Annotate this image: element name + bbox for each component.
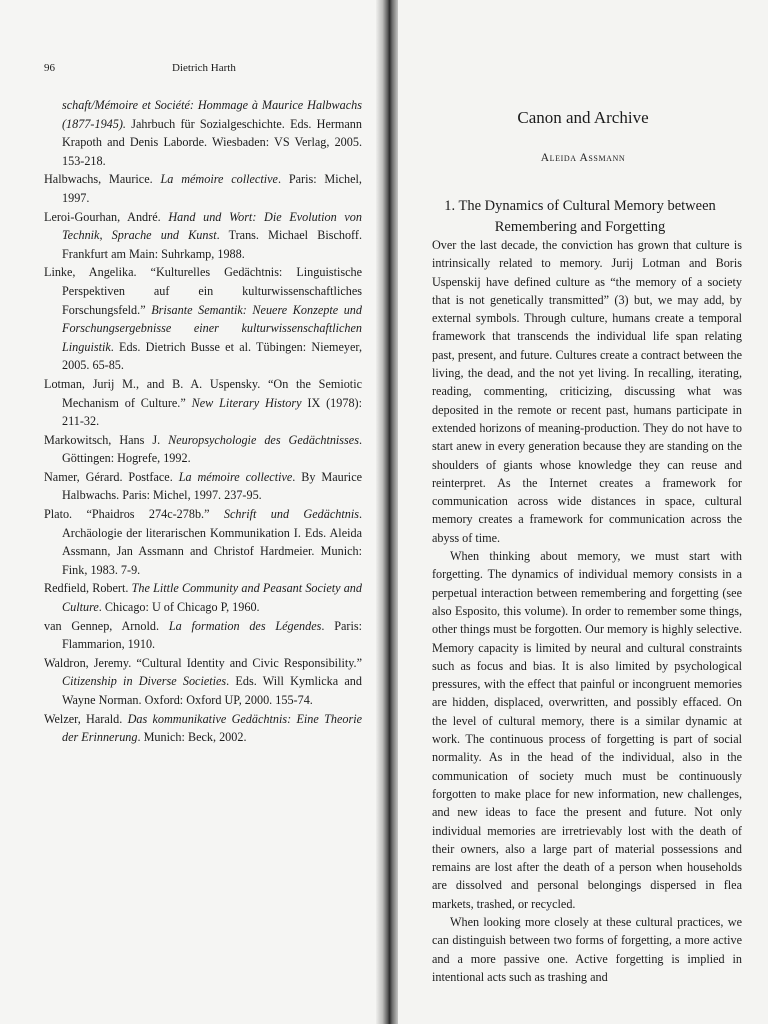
italic-title: Hand und Wort: Die Evolution von Technik, Sprache und Kunst bbox=[62, 209, 362, 243]
bibliography-entry bbox=[44, 375, 362, 431]
entry-text: . By Maurice Halbwachs. Paris: Michel, 1997. 237-95. bbox=[62, 469, 363, 503]
body-text bbox=[432, 236, 742, 986]
section-heading: 1. The Dynamics of Cultural Memory between Remembering and Forgetting bbox=[444, 198, 716, 235]
running-head: Dietrich Harth bbox=[172, 62, 236, 74]
chapter-title: Canon and Archive bbox=[517, 108, 649, 127]
entry-text: Namer, Gérard. Postface. bbox=[44, 469, 179, 484]
bibliography-entry bbox=[44, 505, 362, 579]
bibliography-entry bbox=[44, 208, 362, 264]
bibliography-list bbox=[44, 96, 362, 747]
entry-text: Markowitsch, Hans J. bbox=[44, 432, 169, 447]
italic-title: New Literary History bbox=[191, 395, 302, 410]
paragraph: Over the last decade, the conviction has grown that culture is intrinsically related to memory. Jurij Lotman and Boris Uspenskij have defined culture as “the memory of a society that is not genetically transmitted” (3) but, we may add, by external symbols. Through culture, humans create a temporal framework that transcends the individual life span relating past, present, and future. Cultures create a contract between the living, the dead, and the not yet living. In recalling, iterating, reading, commenting, criticizing, discussing what was deposited in the remote or recent past, humans participate in extended horizons of meaning-production. They do not have to start anew in every generation because they are standing on the shoulders of giants whose knowledge they can reuse and reinterpret. As the Internet creates a framework for communication across wide distances in space, cultural memory creates a framework for communication across the abyss of time. bbox=[432, 238, 742, 545]
entry-text: Plato. “Phaidros 274c-278b.” bbox=[44, 507, 224, 522]
entry-text: van Gennep, Arnold. bbox=[44, 618, 169, 633]
entry-text: . Göttingen: Hogrefe, 1992. bbox=[62, 432, 362, 466]
entry-text: Welzer, Harald. bbox=[44, 711, 128, 726]
italic-title: La mémoire collective bbox=[178, 469, 293, 484]
entry-text: Leroi-Gourhan, André. bbox=[44, 209, 169, 224]
paragraph: When looking more closely at these cultural practices, we can distinguish between two forms of forgetting, a more active and a more passive one. Active forgetting is implied in intentional acts such as trashing and bbox=[432, 914, 742, 984]
entry-text: . Trans. Michael Bischoff. Frankfurt am Main: Suhrkamp, 1988. bbox=[62, 228, 362, 261]
italic-title: Brisante Semantik: Neuere Konzepte und Forschungsergebnisse einer kulturwissenschaftlichen Linguistik bbox=[62, 302, 362, 354]
italic-title: La formation des Légendes bbox=[168, 618, 322, 633]
italic-title: The Little Community and Peasant Society and Culture bbox=[62, 581, 362, 615]
entry-text: . Paris: Flammarion, 1910. bbox=[62, 618, 362, 652]
entry-text: . Paris: Michel, 1997. bbox=[62, 172, 362, 205]
bibliography-entry bbox=[44, 468, 362, 505]
entry-text: Jahrbuch für Sozialgeschichte. Eds. Hermann Krapoth and Denis Laborde. Wiesbaden: VS Verlag, 2005. 153-218. bbox=[62, 116, 362, 168]
bibliography-entry bbox=[44, 710, 362, 747]
entry-text: . Munich: Beck, 2002. bbox=[137, 730, 247, 745]
entry-text: Lotman, Jurij M., and B. A. Uspensky. “On the Semiotic Mechanism of Culture.” bbox=[44, 376, 362, 410]
entry-text: Redfield, Robert. bbox=[44, 581, 132, 596]
bibliography-entry bbox=[44, 617, 362, 654]
bibliography-entry bbox=[44, 96, 362, 170]
bibliography-entry bbox=[44, 654, 362, 710]
entry-text: Halbwachs, Maurice. bbox=[44, 172, 161, 187]
paragraph: When thinking about memory, we must start with forgetting. The dynamics of individual memory consists in a perpetual interaction between remembering and forgetting (see also Esposito, this volume). In order to remember some things, other things must be forgotten. Our memory is highly selective. Memory capacity is limited by neural and cultural constraints such as focus and bias. It is also limited by psychological pressures, with the effect that painful or incongruent memories are hidden, displaced, overwritten, and possibly effaced. On the level of cultural memory, there is a similar dynamic at work. The continuous process of forgetting is part of social normality. As in the head of the individual, also in the communication of society much must be continuously forgotten to make place for new information, new challenges, and new ideas to face the present and future. Not only individual memories are irretrievably lost with the death of their owners, also a large part of material possessions and remains are lost after the death of a person when households are dissolved and personal belongings dispersed in flea markets, trashed, or recycled. bbox=[432, 549, 742, 911]
bibliography-entry bbox=[44, 579, 362, 616]
bibliography-entry bbox=[44, 431, 362, 468]
bibliography-entry bbox=[44, 170, 362, 207]
entry-text: Linke, Angelika. “Kulturelles Gedächtnis: Linguistische Perspektiven auf ein kulturwissenschaftliches Forschungsfeld.” bbox=[44, 265, 362, 317]
entry-text: . Archäologie der literarischen Kommunikation I. Eds. Aleida Assmann, Jan Assmann and Christof Hardmeier. Munich: Fink, 1983. 7-9. bbox=[62, 507, 362, 577]
entry-text: . Chicago: U of Chicago P, 1960. bbox=[98, 600, 260, 615]
chapter-author: Aleida Assmann bbox=[540, 152, 626, 164]
italic-title: Citizenship in Diverse Societies bbox=[62, 674, 227, 689]
italic-title: schaft/Mémoire et Société: Hommage à Maurice Halbwachs (1877-1945). bbox=[62, 98, 362, 131]
entry-text: Waldron, Jeremy. “Cultural Identity and Civic Responsibility.” bbox=[44, 655, 362, 670]
italic-title: Das kommunikative Gedächtnis: Eine Theorie der Erinnerung bbox=[62, 711, 362, 745]
italic-title: Neuropsychologie des Gedächtnisses bbox=[168, 432, 359, 447]
italic-title: Schrift und Gedächtnis bbox=[223, 507, 359, 522]
bibliography-entry bbox=[44, 263, 362, 375]
page-number: 96 bbox=[44, 62, 55, 74]
entry-text: IX (1978): 211-32. bbox=[62, 395, 362, 429]
entry-text: . Eds. Dietrich Busse et al. Tübingen: Niemeyer, 2005. 65-85. bbox=[62, 339, 362, 373]
italic-title: La mémoire collective bbox=[160, 172, 278, 187]
entry-text: . Eds. Will Kymlicka and Wayne Norman. Oxford: Oxford UP, 2000. 155-74. bbox=[62, 674, 362, 707]
